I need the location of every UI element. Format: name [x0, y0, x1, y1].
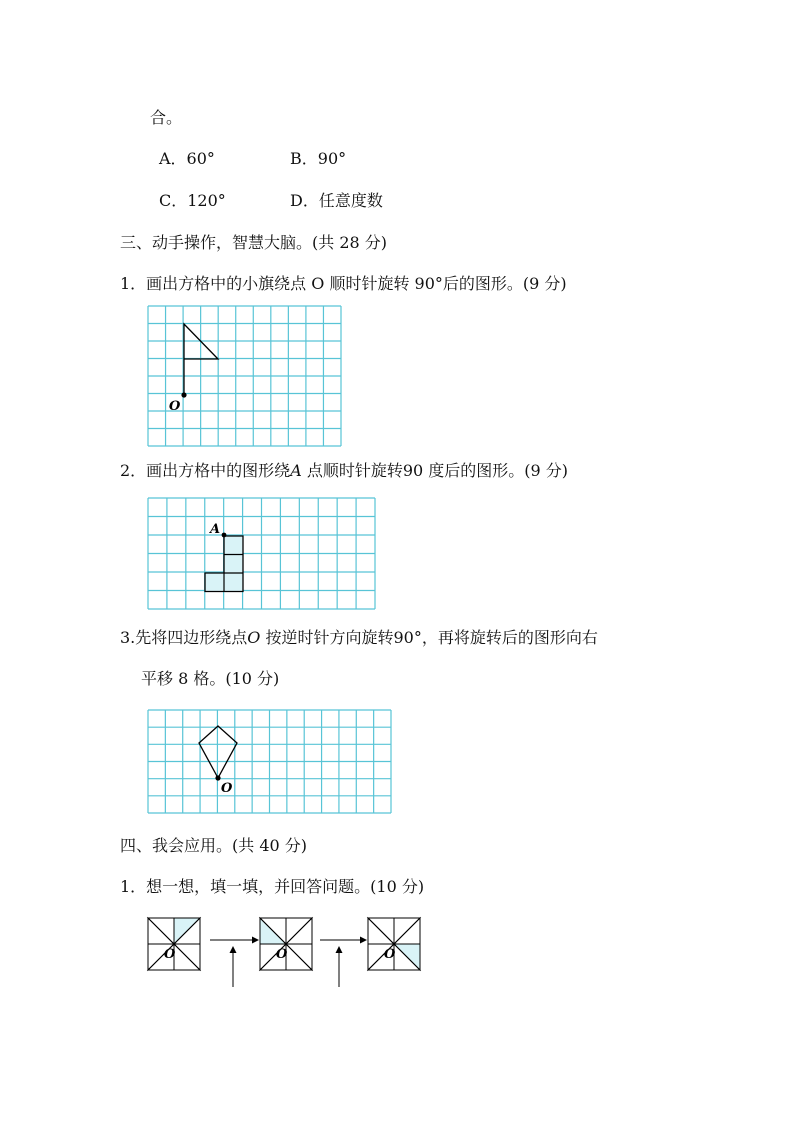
- grid-lines: [148, 306, 341, 446]
- point-o-label: O: [164, 947, 176, 962]
- point-o-label: O: [221, 781, 233, 796]
- point-a-label: A: [210, 522, 221, 537]
- grid-flag: [148, 306, 344, 448]
- point-o-dot: [215, 775, 220, 780]
- question-3-1: 1．画出方格中的小旗绕点 O 顺时针旋转 90°后的图形。(9 分): [120, 274, 567, 293]
- point-a-dot: [222, 533, 227, 538]
- point-o-label: O: [276, 947, 288, 962]
- grid-lines: [148, 498, 375, 609]
- continued-text: 合。: [150, 108, 183, 127]
- pinwheel-sequence: [140, 905, 430, 990]
- grid-l-shape: [148, 498, 376, 610]
- point-o-label: O: [384, 947, 396, 962]
- option-b: B．90°: [290, 149, 347, 168]
- option-a: A．60°: [159, 149, 215, 168]
- question-3-3-line2: 平移 8 格。(10 分): [141, 669, 280, 688]
- question-3-2: 2．画出方格中的图形绕A 点顺时针旋转90 度后的图形。(9 分): [120, 461, 569, 480]
- pinwheel-2: [260, 918, 312, 970]
- grid-lines: [148, 710, 391, 813]
- section-4-heading: 四、我会应用。(共 40 分): [120, 836, 308, 855]
- grid-kite: [148, 710, 392, 814]
- pinwheel-1: [148, 918, 200, 970]
- question-4-1: 1．想一想，填一填，并回答问题。(10 分): [120, 877, 425, 896]
- pinwheel-3: [368, 918, 420, 970]
- section-3-heading: 三、动手操作，智慧大脑。(共 28 分): [120, 233, 388, 252]
- option-d: D．任意度数: [290, 191, 383, 210]
- option-c: C．120°: [159, 191, 226, 210]
- point-o-label: O: [169, 399, 181, 414]
- point-o-dot: [181, 392, 186, 397]
- question-3-3: 3.先将四边形绕点O 按逆时针方向旋转90°，再将旋转后的图形向右: [120, 628, 598, 647]
